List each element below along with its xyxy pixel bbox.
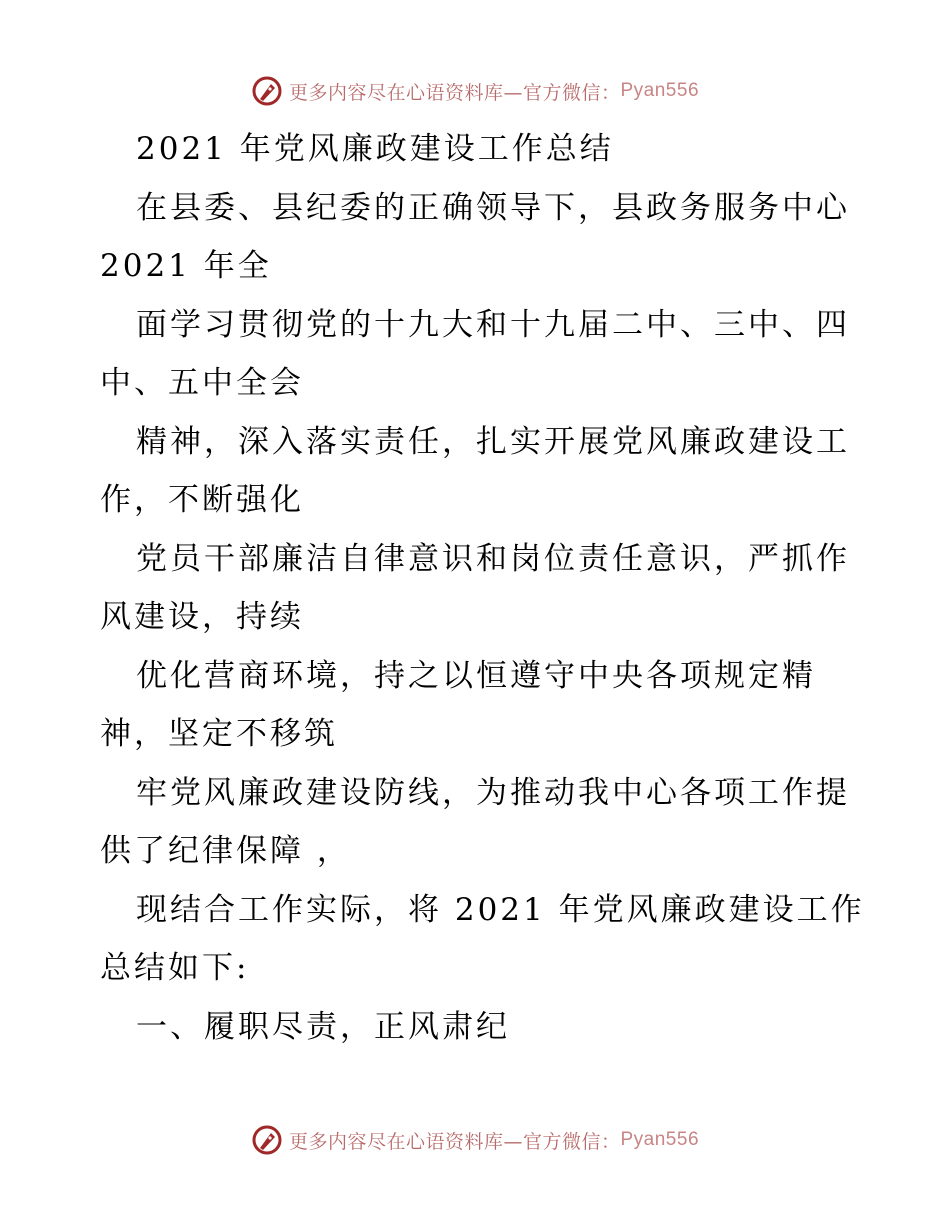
document-body	[100, 120, 865, 1056]
watermark-wechat-id: Pyan556	[620, 80, 700, 101]
pen-nib-circle-icon	[251, 75, 283, 107]
text-line: 风建设，持续	[100, 599, 304, 635]
watermark-text: 更多内容尽在心语资料库—官方微信：	[288, 1130, 621, 1153]
text-line: 中、五中全会	[100, 365, 304, 401]
watermark-wechat-id: Pyan556	[620, 1129, 700, 1150]
text-line: 一、履职尽责，正风肃纪	[136, 1008, 510, 1045]
text-line: 现结合工作实际，将 2021 年党风廉政建设工作	[136, 891, 865, 928]
watermark-text: 更多内容尽在心语资料库—官方微信：	[288, 81, 621, 104]
text-line: 精神，深入落实责任，扎实开展党风廉政建设工	[136, 423, 850, 460]
text-line: 总结如下:	[100, 950, 250, 986]
text-line: 神，坚定不移筑	[100, 716, 338, 752]
pen-nib-circle-icon	[251, 1124, 283, 1156]
text-line: 2021 年全	[100, 248, 272, 284]
text-line: 优化营商环境，持之以恒遵守中央各项规定精	[136, 657, 816, 694]
text-line: 牢党风廉政建设防线，为推动我中心各项工作提	[136, 774, 850, 811]
text-line: 面学习贯彻党的十九大和十九届二中、三中、四	[136, 306, 850, 343]
header-watermark	[0, 71, 950, 111]
text-line: 供了纪律保障 ，	[100, 833, 351, 869]
text-line: 作，不断强化	[100, 482, 304, 518]
text-line: 在县委、县纪委的正确领导下，县政务服务中心	[136, 189, 850, 226]
text-line: 党员干部廉洁自律意识和岗位责任意识，严抓作	[136, 540, 850, 577]
footer-watermark	[0, 1120, 950, 1160]
text-line: 2021 年党风廉政建设工作总结	[136, 131, 614, 167]
